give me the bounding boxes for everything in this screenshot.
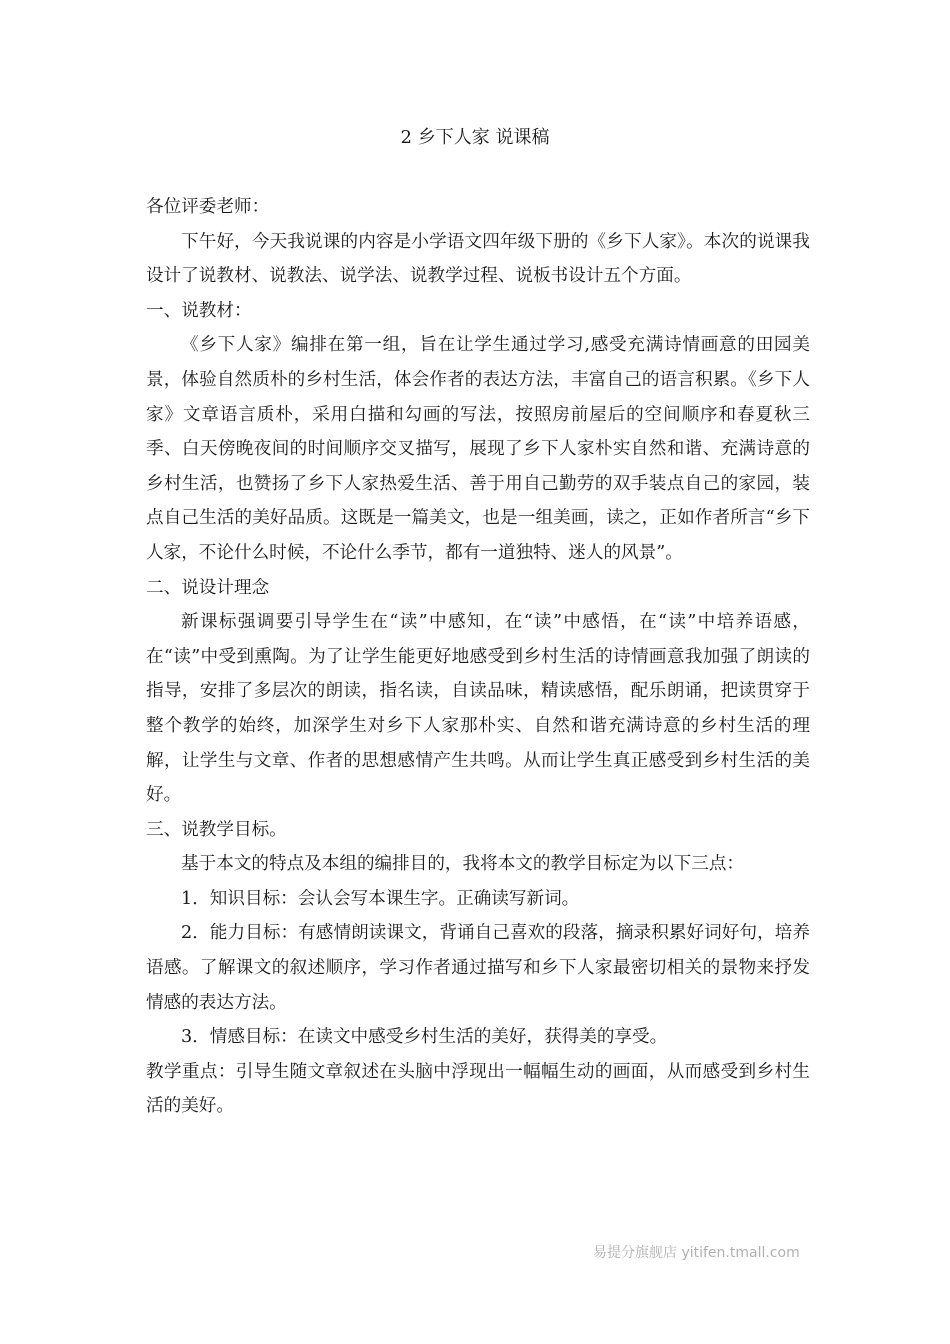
section-3-heading: 三、说教学目标。	[146, 819, 287, 840]
section-1-heading: 一、说教材：	[146, 300, 252, 321]
goal-knowledge: 1．知识目标：会认会写本课生字。正确读写新词。	[181, 888, 580, 909]
section-3-intro: 基于本文的特点及本组的编排目的，我将本文的教学目标定为以下三点：	[181, 854, 745, 875]
intro-paragraph: 下午好，今天我说课的内容是小学语文四年级下册的《乡下人家》。本次的说课我设计了说教材、说教法、说学法、说教学过程、说板书设计五个方面。	[146, 231, 810, 287]
section-2-heading: 二、说设计理念	[146, 577, 270, 598]
goal-ability: 2．能力目标：有感情朗读课文，背诵自己喜欢的段落，摘录积累好词好句，培养语感。了解课文的叙述顺序，学习作者通过描写和乡下人家最密切相关的景物来抒发情感的表达方法。	[146, 923, 810, 1013]
document-title: 2 乡下人家 说课稿	[400, 127, 550, 148]
section-2-paragraph: 新课标强调要引导学生在“读”中感知，在“读”中感悟，在“读”中培养语感，在“读”中受到熏陶。为了让学生能更好地感受到乡村生活的诗情画意我加强了朗读的指导，安排了多层次的朗读，指名读，自读品味，精读感悟，配乐朗诵，把读贯穿于整个教学的始终，加深学生对乡下人家那朴实、自然和谐充满诗意的乡村生活的理解，让学生与文章、作者的思想感情产生共鸣。从而让学生真正感受到乡村生活的美好。	[146, 612, 810, 806]
goal-emotion: 3．情感目标：在读文中感受乡村生活的美好，获得美的享受。	[181, 1027, 668, 1048]
document-body	[146, 190, 810, 1124]
footer-watermark: 易提分旗舰店 yitifen.tmall.com	[593, 1245, 800, 1261]
teaching-key-point: 教学重点：引导生随文章叙述在头脑中浮现出一幅幅生动的画面，从而感受到乡村生活的美好。	[146, 1061, 810, 1117]
section-1-paragraph: 《乡下人家》编排在第一组，旨在让学生通过学习,感受充满诗情画意的田园美景，体验自然质朴的乡村生活，体会作者的表达方法，丰富自己的语言积累。《乡下人家》文章语言质朴，采用白描和勾画的写法，按照房前屋后的空间顺序和春夏秋三季、白天傍晚夜间的时间顺序交叉描写，展现了乡下人家朴实自然和谐、充满诗意的乡村生活，也赞扬了乡下人家热爱生活、善于用自己勤劳的双手装点自己的家园，装点自己生活的美好品质。这既是一篇美文，也是一组美画，读之，正如作者所言“乡下人家，不论什么时候，不论什么季节，都有一道独特、迷人的风景”。	[146, 335, 810, 563]
greeting: 各位评委老师：	[146, 197, 270, 217]
